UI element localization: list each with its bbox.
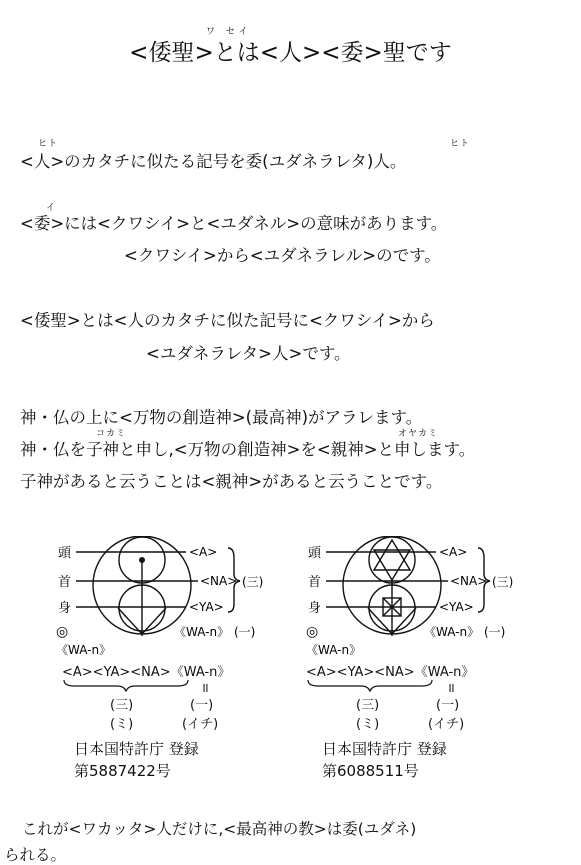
registration-office-1: 日本国特許庁 登録 bbox=[74, 740, 199, 758]
footer-line1: これが<ワカッタ>人だけに,<最高神の教>は委(ユダネ) bbox=[22, 820, 417, 838]
label-a: <A> bbox=[189, 545, 218, 559]
label-wan: 《WA-n》 bbox=[174, 625, 230, 639]
footer-line2: られる。 bbox=[4, 846, 67, 864]
ruby-kokami: コカミ bbox=[96, 429, 127, 439]
san-right: (三) bbox=[356, 698, 380, 713]
label-ichi: (一) bbox=[484, 625, 506, 639]
label-na: <NA> bbox=[450, 574, 488, 588]
mi-left: (ミ) bbox=[110, 717, 134, 732]
label-ya: <YA> bbox=[189, 600, 224, 614]
label-na: <NA> bbox=[200, 574, 238, 588]
eq-right: ॥ bbox=[447, 681, 455, 696]
registration-number-2: 第6088511号 bbox=[322, 762, 419, 780]
label-neck: 首 bbox=[308, 575, 322, 590]
label-wan: 《WA-n》 bbox=[424, 625, 480, 639]
label-san: (三) bbox=[492, 575, 514, 589]
para1-line1: <人>のカタチに似たる記号を委(ユダネラレタ)人。 bbox=[20, 152, 407, 171]
para3-line1: <倭聖>とは<人のカタチに似た記号に<クワシイ>から bbox=[20, 311, 435, 330]
label-ichi: (一) bbox=[234, 625, 256, 639]
eq-left: ॥ bbox=[201, 681, 209, 696]
ruby-hito-1: ヒト bbox=[38, 139, 59, 149]
ichi-kana-right: (イチ) bbox=[428, 717, 465, 732]
para4-line3: 子神があると云うことは<親神>があると云うことです。 bbox=[20, 472, 443, 491]
ruby-oyakami: オヤカミ bbox=[398, 429, 439, 439]
formula-left: <A><YA><NA>《WA-n》 bbox=[62, 665, 231, 680]
title-ruby: ワ セイ bbox=[206, 27, 252, 37]
label-wan-bottom: 《WA-n》 bbox=[56, 643, 112, 657]
label-head: 頭 bbox=[58, 546, 72, 561]
ruby-hito-2: ヒト bbox=[450, 139, 471, 149]
double-circle-icon: ◎ bbox=[56, 624, 69, 640]
ichi-left: (一) bbox=[190, 698, 214, 713]
brace-under-right bbox=[306, 678, 436, 692]
label-a: <A> bbox=[439, 545, 468, 559]
double-circle-icon: ◎ bbox=[306, 624, 319, 640]
para4-line2: 神・仏を子神と申し,<万物の創造神>を<親神>と申します。 bbox=[20, 440, 476, 459]
para2-line1: <委>には<クワシイ>と<ユダネル>の意味があります。 bbox=[20, 214, 448, 233]
ichi-right: (一) bbox=[436, 698, 460, 713]
brace-under-left bbox=[62, 678, 192, 692]
para4-line1: 神・仏の上に<万物の創造神>(最高神)がアラレます。 bbox=[20, 408, 423, 427]
para3-line2: <ユダネラレタ>人>です。 bbox=[146, 344, 351, 363]
ruby-i: イ bbox=[46, 203, 57, 213]
label-body: 身 bbox=[58, 601, 72, 616]
label-body: 身 bbox=[308, 601, 322, 616]
label-wan-bottom: 《WA-n》 bbox=[306, 643, 362, 657]
mi-right: (ミ) bbox=[356, 717, 380, 732]
registration-office-2: 日本国特許庁 登録 bbox=[322, 740, 447, 758]
label-ya: <YA> bbox=[439, 600, 474, 614]
page-title: <倭聖>とは<人><委>聖です bbox=[129, 40, 452, 66]
label-san: (三) bbox=[242, 575, 264, 589]
label-head: 頭 bbox=[308, 546, 322, 561]
para2-line2: <クワシイ>から<ユダネラレル>のです。 bbox=[124, 246, 441, 265]
formula-right: <A><YA><NA>《WA-n》 bbox=[306, 665, 475, 680]
label-neck: 首 bbox=[58, 575, 72, 590]
registration-number-1: 第5887422号 bbox=[74, 762, 171, 780]
ichi-kana-left: (イチ) bbox=[182, 717, 219, 732]
san-left: (三) bbox=[110, 698, 134, 713]
